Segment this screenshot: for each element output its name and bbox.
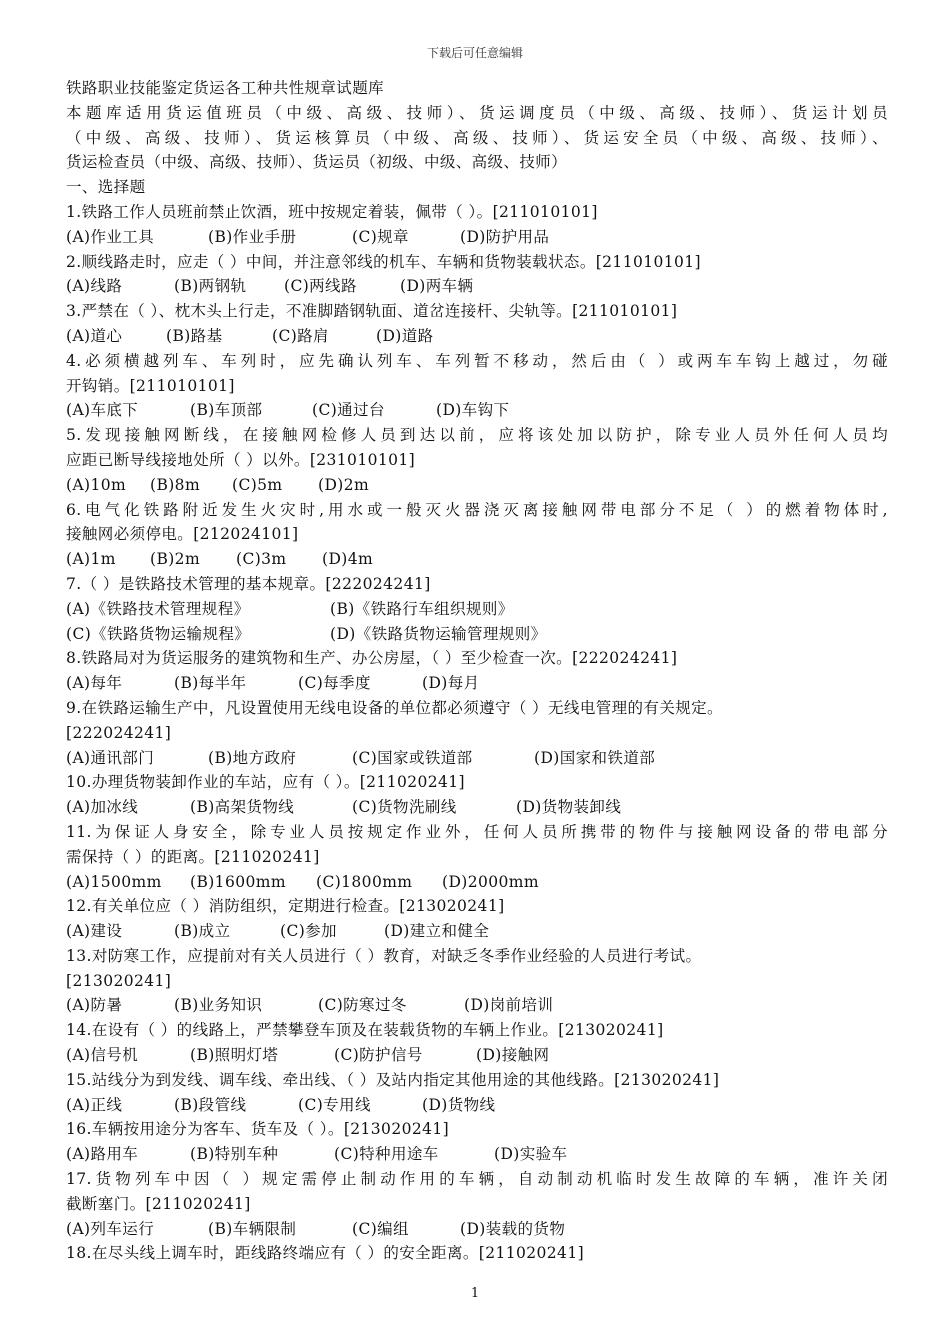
text-line: 16.车辆按用途分为客车、货车及（ ）。[213020241] bbox=[66, 1120, 450, 1139]
answer-option: (D)每月 bbox=[422, 674, 480, 693]
answer-option: (B)8m bbox=[150, 475, 201, 494]
answer-option: (C)每季度 bbox=[298, 674, 371, 693]
answer-option: (D)4m bbox=[322, 550, 374, 569]
answer-option: (C)1800mm bbox=[316, 872, 413, 891]
answer-option: (A)线路 bbox=[66, 277, 123, 296]
answer-option: (B)高架货物线 bbox=[190, 798, 295, 817]
text-line: 13.对防寒工作，应提前对有关人员进行（ ）教育，对缺乏冬季作业经验的人员进行考试。 bbox=[66, 946, 702, 965]
answer-options bbox=[66, 919, 888, 944]
answer-option: (D)两车辆 bbox=[400, 277, 474, 296]
answer-option: (C)国家或铁道部 bbox=[352, 748, 473, 767]
text-line: 本题库适用货运值班员（中级、高级、技师）、货运调度员（中级、高级、技师）、货运计划员 bbox=[66, 103, 888, 122]
answer-option: (D)接触网 bbox=[476, 1046, 550, 1065]
answer-options bbox=[66, 225, 888, 250]
answer-option: (B)两钢轨 bbox=[174, 277, 247, 296]
text-line: 一、选择题 bbox=[66, 178, 146, 197]
answer-option: (C)3m bbox=[236, 550, 287, 569]
text-line: 5.发现接触网断线，在接触网检修人员到达以前，应将该处加以防护，除专业人员外任何人员均 bbox=[66, 426, 888, 445]
answer-options bbox=[66, 547, 888, 572]
answer-options bbox=[66, 622, 888, 647]
answer-option: (B)作业手册 bbox=[208, 227, 297, 246]
answer-options bbox=[66, 597, 888, 622]
answer-options bbox=[66, 993, 888, 1018]
answer-option: (A)建设 bbox=[66, 922, 123, 941]
answer-options bbox=[66, 274, 888, 299]
answer-option: (C)路肩 bbox=[272, 326, 329, 345]
document-body bbox=[66, 76, 888, 1266]
answer-option: (A)路用车 bbox=[66, 1145, 139, 1164]
answer-option: (D)国家和铁道部 bbox=[534, 748, 656, 767]
answer-option: (C)通过台 bbox=[312, 401, 385, 420]
document-title: 铁路职业技能鉴定货运各工种共性规章试题库 bbox=[66, 79, 385, 97]
text-line: 4.必须横越列车、车列时，应先确认列车、车列暂不移动，然后由（ ）或两车车钩上越过，勿碰 bbox=[66, 351, 888, 370]
answer-option: (B)特别车种 bbox=[190, 1145, 279, 1164]
answer-options bbox=[66, 1142, 888, 1167]
answer-option: (B)路基 bbox=[166, 326, 223, 345]
answer-option: (A)作业工具 bbox=[66, 227, 155, 246]
answer-option: (D)实验车 bbox=[494, 1145, 568, 1164]
text-line: 应距已断导线接地处所（ ）以外。[231010101] bbox=[66, 450, 416, 469]
text-line: 17.货物列车中因（ ）规定需停止制动作用的车辆，自动制动机临时发生故障的车辆，准许关闭 bbox=[66, 1170, 888, 1189]
answer-option: (C)防寒过冬 bbox=[318, 996, 407, 1015]
answer-option: (A)车底下 bbox=[66, 401, 139, 420]
answer-option: (A)《铁路技术管理规程》 bbox=[66, 599, 250, 618]
text-line: （中级、高级、技师）、货运核算员（中级、高级、技师）、货运安全员（中级、高级、技师）、 bbox=[66, 128, 888, 147]
answer-option: (D)防护用品 bbox=[460, 227, 550, 246]
text-line: [213020241] bbox=[66, 971, 172, 990]
answer-option: (A)正线 bbox=[66, 1095, 123, 1114]
answer-options bbox=[66, 671, 888, 696]
answer-option: (B)业务知识 bbox=[174, 996, 263, 1015]
text-line: 货运检查员（中级、高级、技师）、货运员（初级、中级、高级、技师） bbox=[66, 153, 568, 172]
answer-option: (A)每年 bbox=[66, 674, 123, 693]
page-number: 1 bbox=[470, 1286, 480, 1301]
text-line: 10.办理货物装卸作业的车站，应有（ ）。[211020241] bbox=[66, 773, 465, 792]
answer-option: (B)1600mm bbox=[190, 872, 286, 891]
answer-option: (A)加冰线 bbox=[66, 798, 139, 817]
answer-option: (B)车辆限制 bbox=[208, 1219, 297, 1238]
answer-option: (A)1500mm bbox=[66, 872, 162, 891]
answer-option: (B)每半年 bbox=[174, 674, 247, 693]
text-line: 2.顺线路走时，应走（ ）中间，并注意邻线的机车、车辆和货物装载状态。[211010101] bbox=[66, 252, 701, 271]
answer-option: (B)2m bbox=[150, 550, 201, 569]
answer-option: (C)《铁路货物运输规程》 bbox=[66, 624, 251, 643]
text-line: 9.在铁路运输生产中，凡设置使用无线电设备的单位都必须遵守（ ）无线电管理的有关规定。 bbox=[66, 698, 723, 717]
answer-option: (D)货物装卸线 bbox=[516, 798, 622, 817]
answer-option: (C)防护信号 bbox=[334, 1046, 423, 1065]
answer-options bbox=[66, 746, 888, 771]
text-line: 需保持（ ）的距离。[211020241] bbox=[66, 847, 320, 866]
answer-options bbox=[66, 870, 888, 895]
page-header: 下载后可任意编辑 bbox=[426, 46, 523, 60]
answer-option: (A)通讯部门 bbox=[66, 748, 155, 767]
answer-option: (D)建立和健全 bbox=[384, 922, 490, 941]
answer-options bbox=[66, 473, 888, 498]
answer-option: (C)规章 bbox=[352, 227, 409, 246]
answer-option: (B)车顶部 bbox=[190, 401, 263, 420]
answer-option: (B)段管线 bbox=[174, 1095, 247, 1114]
answer-option: (D)车钩下 bbox=[436, 401, 510, 420]
answer-option: (A)信号机 bbox=[66, 1046, 139, 1065]
text-line: 6.电气化铁路附近发生火灾时,用水或一般灭火器浇灭离接触网带电部分不足（ ）的燃着物体时, bbox=[66, 500, 888, 519]
answer-option: (C)货物洗刷线 bbox=[352, 798, 457, 817]
answer-option: (A)道心 bbox=[66, 326, 123, 345]
text-line: 接触网必须停电。[212024101] bbox=[66, 525, 299, 544]
text-line: 截断塞门。[211020241] bbox=[66, 1194, 251, 1213]
answer-option: (B)地方政府 bbox=[208, 748, 297, 767]
answer-options bbox=[66, 1093, 888, 1118]
text-line: 15.站线分为到发线、调车线、牵出线、（ ）及站内指定其他用途的其他线路。[213020241] bbox=[66, 1070, 720, 1089]
answer-option: (A)10m bbox=[66, 475, 127, 494]
answer-option: (D)装载的货物 bbox=[460, 1219, 566, 1238]
answer-option: (B)照明灯塔 bbox=[190, 1046, 279, 1065]
text-line: [222024241] bbox=[66, 723, 172, 742]
text-line: 18.在尽头线上调车时，距线路终端应有（ ）的安全距离。[211020241] bbox=[66, 1244, 585, 1263]
answer-option: (A)1m bbox=[66, 550, 116, 569]
answer-option: (C)两线路 bbox=[284, 277, 357, 296]
text-line: 14.在设有（ ）的线路上，严禁攀登车顶及在装载货物的车辆上作业。[213020241] bbox=[66, 1021, 664, 1040]
text-line: 7.（ ）是铁路技术管理的基本规章。[222024241] bbox=[66, 574, 431, 593]
text-line: 1.铁路工作人员班前禁止饮酒，班中按规定着装，佩带（ ）。[211010101] bbox=[66, 202, 598, 221]
answer-option: (D)《铁路货物运输管理规则》 bbox=[330, 624, 547, 643]
text-line: 8.铁路局对为货运服务的建筑物和生产、办公房屋，（ ）至少检查一次。[222024241] bbox=[66, 649, 678, 668]
answer-option: (D)货物线 bbox=[422, 1095, 496, 1114]
text-line: 11.为保证人身安全，除专业人员按规定作业外，任何人员所携带的物件与接触网设备的带电部分 bbox=[66, 822, 888, 841]
answer-options bbox=[66, 398, 888, 423]
answer-options bbox=[66, 324, 888, 349]
text-line: 12.有关单位应（ ）消防组织，定期进行检查。[213020241] bbox=[66, 897, 505, 916]
answer-option: (A)防暑 bbox=[66, 996, 123, 1015]
answer-option: (C)特种用途车 bbox=[334, 1145, 439, 1164]
answer-option: (A)列车运行 bbox=[66, 1219, 155, 1238]
answer-option: (D)2m bbox=[318, 475, 370, 494]
answer-options bbox=[66, 795, 888, 820]
answer-option: (D)2000mm bbox=[442, 872, 539, 891]
answer-options bbox=[66, 1043, 888, 1068]
answer-option: (D)岗前培训 bbox=[464, 996, 554, 1015]
answer-options bbox=[66, 1217, 888, 1242]
answer-option: (C)专用线 bbox=[298, 1095, 371, 1114]
answer-option: (C)5m bbox=[232, 475, 283, 494]
answer-option: (C)参加 bbox=[280, 922, 337, 941]
text-line: 开钩销。[211010101] bbox=[66, 376, 235, 395]
text-line: 3.严禁在（ ）、枕木头上行走，不准脚踏钢轨面、道岔连接杆、尖轨等。[211010101] bbox=[66, 302, 678, 321]
answer-option: (D)道路 bbox=[376, 326, 434, 345]
answer-option: (C)编组 bbox=[352, 1219, 409, 1238]
answer-option: (B)成立 bbox=[174, 922, 231, 941]
answer-option: (B)《铁路行车组织规则》 bbox=[330, 599, 514, 618]
